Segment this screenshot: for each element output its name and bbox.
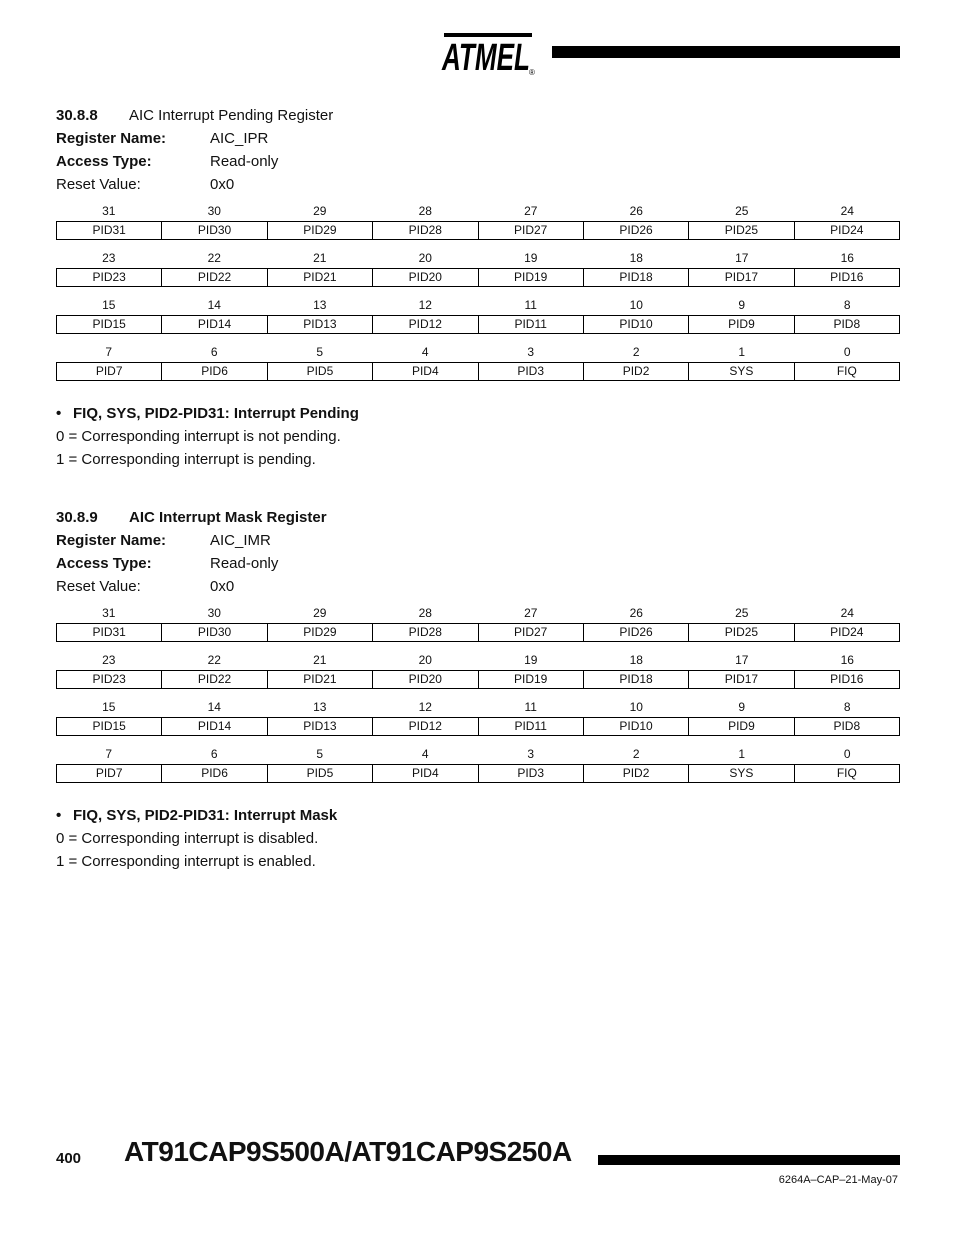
bit-number-row [56,202,900,221]
bit-row-group [56,745,900,792]
bit-number: 27 [524,606,538,620]
bit-field-name: PID27 [478,222,583,239]
bit-number: 0 [843,345,851,359]
field-title: FIQ, SYS, PID2-PID31: Interrupt Pending [73,405,359,422]
bit-number: 20 [418,251,432,265]
register-bit-table [56,202,900,390]
bit-field-name: PID14 [161,316,266,333]
bit-number: 18 [629,653,643,667]
bit-number: 3 [527,345,535,359]
bit-field-name: PID2 [583,363,688,380]
bit-field-name: FIQ [794,363,899,380]
bit-number: 19 [524,251,538,265]
bit-row-group [56,296,900,343]
bit-field-name: PID13 [267,718,372,735]
bit-field-name: PID3 [478,363,583,380]
bit-number: 26 [629,606,643,620]
bit-field-name: PID18 [583,269,688,286]
bit-field-name: PID31 [92,223,126,237]
bit-number: 17 [735,653,749,667]
bit-field-name: PID17 [688,269,793,286]
access-type-label: Access Type: [56,555,152,572]
bit-number: 29 [313,606,327,620]
bit-number-row [56,343,900,362]
bit-number: 4 [421,345,429,359]
reset-value-value: 0x0 [210,578,235,595]
bit-field-name: PID31 [92,625,126,639]
bit-field-name: PID12 [372,316,477,333]
register-bit-table [56,604,900,792]
bit-field-name: PID16 [794,671,899,688]
bit-number: 28 [418,204,432,218]
bit-field-name: PID19 [478,269,583,286]
bit-number: 14 [207,700,221,714]
bit-number: 5 [316,747,324,761]
bit-number: 24 [840,606,854,620]
bit-field-name: PID10 [583,316,688,333]
bit-field-name: PID28 [372,222,477,239]
bit-number: 22 [207,251,221,265]
bit-field-name: PID23 [92,270,126,284]
bit-field-row [56,623,900,642]
bit-number: 30 [207,606,221,620]
bit-field-name: PID28 [372,624,477,641]
bit-row-group [56,249,900,296]
access-type-value: Read-only [210,555,279,572]
bit-number-row [56,745,900,764]
bit-field-name: PID6 [161,765,266,782]
bit-number: 14 [207,298,221,312]
access-type-row [56,555,900,573]
atmel-logo [438,28,538,78]
bit-number-row [56,296,900,315]
document-reference: 6264A–CAP–21-May-07 [778,1174,898,1186]
bit-field-name: PID15 [92,719,126,733]
bit-row-group [56,343,900,390]
bullet-icon: • [56,405,62,422]
bit-row-group [56,202,900,249]
bit-number: 6 [210,345,218,359]
bit-number: 12 [418,298,432,312]
bit-number: 30 [207,204,221,218]
bit-field-name: PID26 [583,222,688,239]
bit-field-name: PID11 [478,316,583,333]
bit-field-name: PID21 [267,671,372,688]
bit-field-name: PID2 [583,765,688,782]
bit-number: 8 [843,298,851,312]
bit-field-name: PID19 [478,671,583,688]
field-value-0-desc: 0 = Corresponding interrupt is disabled. [56,830,319,847]
bit-number: 21 [313,251,327,265]
bit-number: 23 [102,251,116,265]
bit-field-name: PID21 [267,269,372,286]
bit-field-name: PID25 [688,624,793,641]
bit-number: 1 [738,747,746,761]
register-name-value: AIC_IMR [210,532,271,549]
logo-text: ATMEL [441,37,530,78]
bit-field-name: SYS [688,363,793,380]
bit-field-name: PID15 [92,317,126,331]
bit-number: 4 [421,747,429,761]
header-rule [552,46,900,58]
footer-rule [598,1155,900,1165]
bit-field-name: PID5 [267,363,372,380]
bit-field-row [56,764,900,783]
bit-number: 7 [105,345,113,359]
bit-number-row [56,651,900,670]
bit-number: 31 [102,606,116,620]
bit-field-name: PID29 [267,222,372,239]
bit-number: 24 [840,204,854,218]
bit-field-name: PID27 [478,624,583,641]
reset-value-row [56,176,900,194]
bit-field-name: PID13 [267,316,372,333]
bit-field-row [56,315,900,334]
bit-field-name: PID4 [372,363,477,380]
field-bullet [56,807,900,825]
field-description [56,405,900,469]
access-type-value: Read-only [210,153,279,170]
page-number: 400 [56,1150,82,1167]
bit-number: 31 [102,204,116,218]
bit-field-name: PID24 [794,624,899,641]
section-number: 30.8.9 [56,509,98,526]
bit-number: 11 [524,700,537,714]
bit-number: 3 [527,747,535,761]
bit-number: 16 [840,653,854,667]
bit-field-name: PID18 [583,671,688,688]
reset-value-row [56,578,900,596]
bit-number: 19 [524,653,538,667]
bit-number: 17 [735,251,749,265]
bit-number: 23 [102,653,116,667]
bit-field-name: PID22 [161,671,266,688]
bit-number: 8 [843,700,851,714]
bit-number: 2 [632,747,640,761]
bit-number: 29 [313,204,327,218]
access-type-row [56,153,900,171]
bit-number: 13 [313,700,327,714]
bit-number-row [56,698,900,717]
bit-field-row [56,717,900,736]
reset-value-label: Reset Value: [56,176,141,193]
bit-number: 7 [105,747,113,761]
bit-number: 25 [735,204,749,218]
field-value-0-desc: 0 = Corresponding interrupt is not pending. [56,428,341,445]
bit-number: 1 [738,345,746,359]
bit-field-row [56,670,900,689]
register-name-row [56,532,900,550]
bit-number: 21 [313,653,327,667]
bit-number: 9 [738,700,746,714]
register-name-label: Register Name: [56,532,167,549]
bit-field-row [56,268,900,287]
field-value-1-desc: 1 = Corresponding interrupt is enabled. [56,853,316,870]
bit-field-name: PID16 [794,269,899,286]
bit-field-name: PID3 [478,765,583,782]
bit-number: 15 [102,700,116,714]
bit-field-name: PID7 [95,364,123,378]
bit-number-row [56,604,900,623]
bit-field-name: PID25 [688,222,793,239]
bit-number: 22 [207,653,221,667]
bit-number-row [56,249,900,268]
bit-number: 26 [629,204,643,218]
bit-field-name: PID5 [267,765,372,782]
bit-field-name: PID8 [794,316,899,333]
bit-number: 27 [524,204,538,218]
bit-number: 28 [418,606,432,620]
register-name-value: AIC_IPR [210,130,269,147]
bit-row-group [56,604,900,651]
bit-field-name: PID30 [161,624,266,641]
bit-number: 15 [102,298,116,312]
bit-field-name: PID26 [583,624,688,641]
bit-field-name: PID9 [688,316,793,333]
section-heading [56,509,900,527]
bit-number: 0 [843,747,851,761]
section-number: 30.8.8 [56,107,98,124]
field-description [56,807,900,871]
field-bullet [56,405,900,423]
bit-number: 12 [418,700,432,714]
bit-field-name: PID4 [372,765,477,782]
bit-field-name: SYS [688,765,793,782]
section-aic-ipr [56,107,900,474]
bit-number: 13 [313,298,327,312]
section-heading [56,107,900,125]
bit-number: 25 [735,606,749,620]
section-aic-imr [56,509,900,876]
bit-field-name: PID22 [161,269,266,286]
bit-field-row [56,362,900,381]
bit-number: 18 [629,251,643,265]
reset-value-label: Reset Value: [56,578,141,595]
bit-field-name: PID12 [372,718,477,735]
bit-field-name: PID20 [372,671,477,688]
bit-row-group [56,698,900,745]
bit-number: 20 [418,653,432,667]
bit-field-name: PID29 [267,624,372,641]
bit-field-name: PID8 [794,718,899,735]
bit-number: 11 [524,298,537,312]
section-title: AIC Interrupt Pending Register [129,107,334,124]
bit-number: 10 [629,298,643,312]
field-value-1-desc: 1 = Corresponding interrupt is pending. [56,451,316,468]
bit-field-name: PID11 [478,718,583,735]
bit-field-name: PID10 [583,718,688,735]
registered-mark: ® [529,68,535,77]
bit-number: 10 [629,700,643,714]
bit-field-name: PID6 [161,363,266,380]
bit-number: 6 [210,747,218,761]
bit-row-group [56,651,900,698]
bit-field-name: PID30 [161,222,266,239]
bit-number: 16 [840,251,854,265]
section-title: AIC Interrupt Mask Register [129,509,327,526]
bit-field-name: PID23 [92,672,126,686]
bit-field-name: PID9 [688,718,793,735]
access-type-label: Access Type: [56,153,152,170]
bit-field-name: PID14 [161,718,266,735]
bit-field-name: PID24 [794,222,899,239]
reset-value-value: 0x0 [210,176,235,193]
bit-field-name: PID17 [688,671,793,688]
bit-field-name: PID20 [372,269,477,286]
bullet-icon: • [56,807,62,824]
bit-field-name: PID7 [95,766,123,780]
bit-field-row [56,221,900,240]
register-name-label: Register Name: [56,130,167,147]
field-title: FIQ, SYS, PID2-PID31: Interrupt Mask [73,807,338,824]
bit-field-name: FIQ [794,765,899,782]
bit-number: 5 [316,345,324,359]
document-title: AT91CAP9S500A/AT91CAP9S250A [124,1136,572,1167]
register-name-row [56,130,900,148]
bit-number: 9 [738,298,746,312]
bit-number: 2 [632,345,640,359]
